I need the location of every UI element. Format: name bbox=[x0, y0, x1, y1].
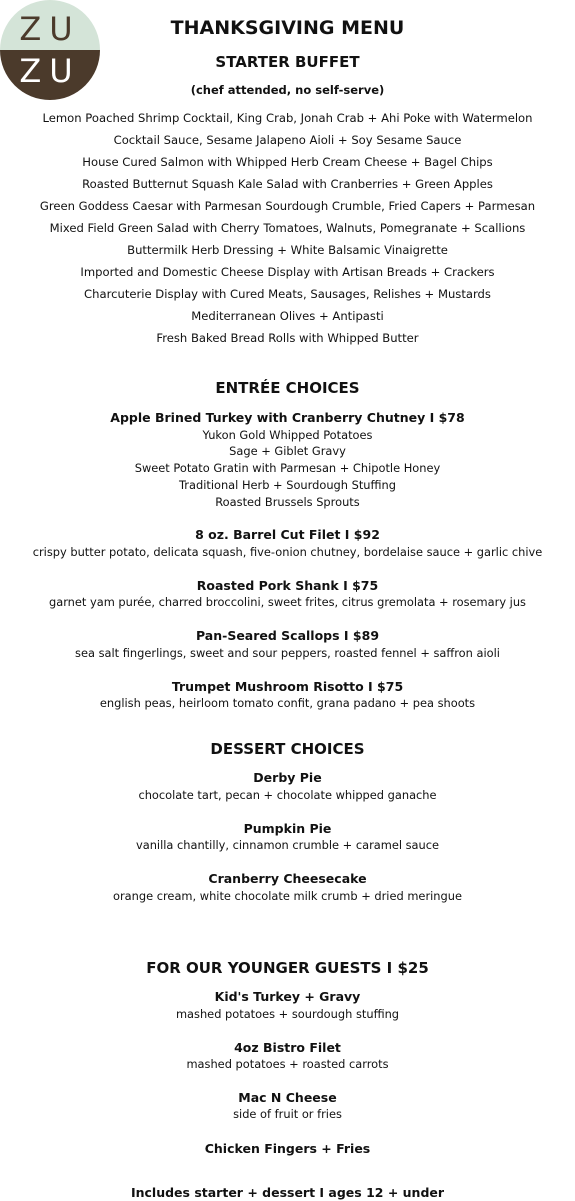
entree-item-desc: Traditional Herb + Sourdough Stuffing bbox=[179, 478, 396, 492]
entree-heading: ENTRÉE CHOICES bbox=[215, 379, 360, 397]
entree-item-name: Roasted Pork Shank I $75 bbox=[196, 578, 379, 593]
kids-item-desc: side of fruit or fries bbox=[233, 1107, 342, 1121]
starter-line: Fresh Baked Bread Rolls with Whipped Butter bbox=[156, 331, 419, 345]
starter-line: Lemon Poached Shrimp Cocktail, King Crab, Jonah Crab + Ahi Poke with Watermelon bbox=[42, 111, 533, 125]
kids-heading: FOR OUR YOUNGER GUESTS I $25 bbox=[146, 959, 429, 977]
kids-item-name: 4oz Bistro Filet bbox=[234, 1040, 341, 1055]
kids-item-desc: mashed potatoes + roasted carrots bbox=[186, 1057, 389, 1071]
starter-line: Green Goddess Caesar with Parmesan Sourdough Crumble, Fried Capers + Parmesan bbox=[39, 199, 536, 213]
kids-item-name: Mac N Cheese bbox=[238, 1090, 337, 1105]
dessert-heading: DESSERT CHOICES bbox=[210, 740, 365, 758]
logo-text-bottom: ZU bbox=[19, 52, 81, 90]
starter-heading: STARTER BUFFET bbox=[215, 53, 360, 71]
kids-item-name: Chicken Fingers + Fries bbox=[204, 1141, 371, 1156]
starter-line: Roasted Butternut Squash Kale Salad with Cranberries + Green Apples bbox=[82, 177, 493, 191]
starter-line: Mixed Field Green Salad with Cherry Tomatoes, Walnuts, Pomegranate + Scallions bbox=[49, 221, 526, 235]
entree-item-name: Apple Brined Turkey with Cranberry Chutney I $78 bbox=[110, 410, 465, 425]
logo-text-top: ZU bbox=[19, 10, 81, 48]
entree-item-desc: Roasted Brussels Sprouts bbox=[215, 495, 360, 509]
kids-footer: Includes starter + dessert I ages 12 + under bbox=[130, 1185, 445, 1200]
entree-item-desc: Sage + Giblet Gravy bbox=[229, 444, 346, 458]
dessert-item-name: Cranberry Cheesecake bbox=[208, 871, 367, 886]
starter-line: Imported and Domestic Cheese Display with Artisan Breads + Crackers bbox=[80, 265, 495, 279]
entree-item-name: 8 oz. Barrel Cut Filet I $92 bbox=[195, 527, 380, 542]
entree-item-desc: garnet yam purée, charred broccolini, sweet frites, citrus gremolata + rosemary jus bbox=[48, 595, 526, 609]
dessert-item-desc: orange cream, white chocolate milk crumb + dried meringue bbox=[113, 889, 462, 903]
entree-item-desc: Sweet Potato Gratin with Parmesan + Chipotle Honey bbox=[134, 461, 441, 475]
menu-title: THANKSGIVING MENU bbox=[170, 17, 405, 39]
starter-line: Mediterranean Olives + Antipasti bbox=[191, 309, 384, 323]
starter-line: House Cured Salmon with Whipped Herb Cream Cheese + Bagel Chips bbox=[82, 155, 493, 169]
kids-item-desc: mashed potatoes + sourdough stuffing bbox=[175, 1007, 400, 1021]
entree-item-name: Pan-Seared Scallops I $89 bbox=[195, 628, 380, 643]
starter-line: Buttermilk Herb Dressing + White Balsamic Vinaigrette bbox=[127, 243, 448, 257]
entree-item-desc: sea salt fingerlings, sweet and sour peppers, roasted fennel + saffron aioli bbox=[75, 646, 500, 660]
entree-item-desc: Yukon Gold Whipped Potatoes bbox=[202, 428, 373, 442]
dessert-item-name: Derby Pie bbox=[253, 770, 322, 785]
entree-item-desc: english peas, heirloom tomato confit, grana padano + pea shoots bbox=[99, 696, 476, 710]
starter-note: (chef attended, no self-serve) bbox=[190, 83, 385, 97]
dessert-item-name: Pumpkin Pie bbox=[243, 821, 332, 836]
kids-item-name: Kid's Turkey + Gravy bbox=[214, 989, 361, 1004]
dessert-item-desc: chocolate tart, pecan + chocolate whipped ganache bbox=[138, 788, 437, 802]
dessert-item-desc: vanilla chantilly, cinnamon crumble + caramel sauce bbox=[135, 838, 440, 852]
starter-line: Charcuterie Display with Cured Meats, Sausages, Relishes + Mustards bbox=[84, 287, 491, 301]
entree-item-desc: crispy butter potato, delicata squash, five-onion chutney, bordelaise sauce + garlic chive bbox=[32, 545, 543, 559]
entree-item-name: Trumpet Mushroom Risotto I $75 bbox=[171, 679, 404, 694]
starter-line: Cocktail Sauce, Sesame Jalapeno Aioli + Soy Sesame Sauce bbox=[113, 133, 462, 147]
